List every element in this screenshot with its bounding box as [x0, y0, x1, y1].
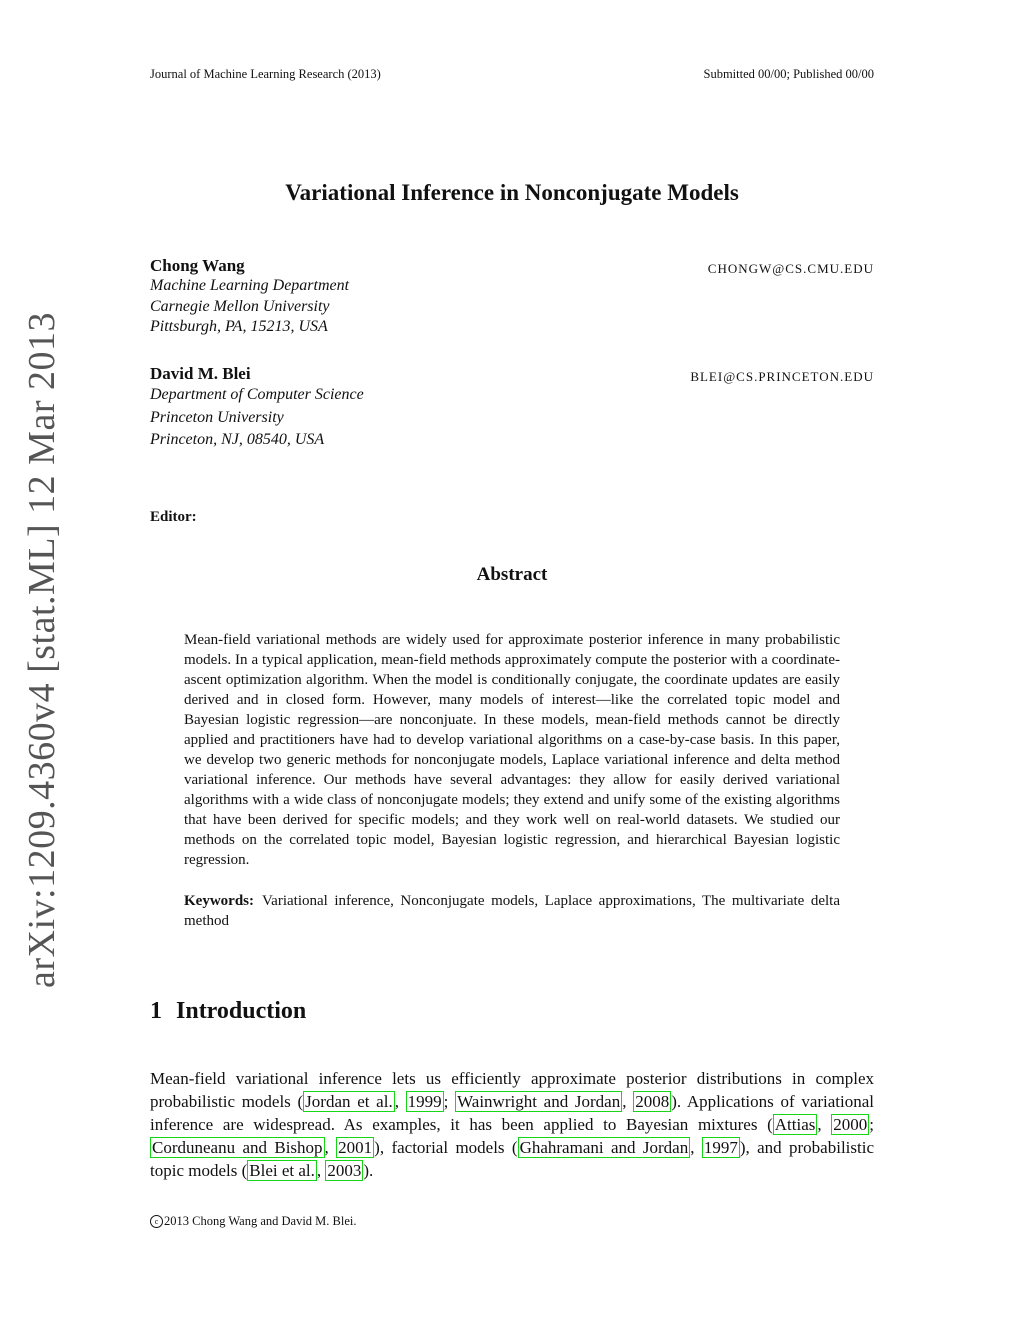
citation-year-link[interactable]: 2000: [833, 1115, 868, 1134]
author-affiliation-line: Pittsburgh, PA, 15213, USA: [150, 318, 328, 335]
abstract-text: Mean-field variational methods are widely used for approximate posterior inference in many probabilistic models. In a typical application, mean-field methods approximately compute the posterior with a coordinate-ascent optimization algorithm. When the model is conditionally conjugate, the coordinate updates are easily derived and in closed form. However, many models of interest—like the correlated topic model and Bayesian logistic regression—are nonconjuate. In these models, mean-field methods cannot be directly applied and practitioners have had to develop variational algorithms on a case-by-case basis. In this paper, we develop two generic methods for nonconjugate models, Laplace variational inference and delta method variational inference. Our methods have several advantages: they allow for easily derived variational algorithms with a wide class of nonconjugate models; they extend and unify some of the existing algorithms that have been derived for specific models; and they work well on real-world datasets. We studied our methods on the correlated topic model, Bayesian logistic regression, and hierarchical Bayesian logistic regression.: [184, 632, 840, 868]
text-run: ).: [363, 1161, 374, 1180]
text-run: ), factorial models (: [374, 1138, 518, 1157]
copyright-icon: c: [150, 1215, 163, 1228]
author-affiliation-line: Princeton, NJ, 08540, USA: [150, 431, 325, 448]
text-run: ). Applications of variational inference are widespread. As examples, it has been applied to Bayesian mixtures (: [150, 1092, 875, 1134]
section-heading: [150, 998, 306, 1025]
keywords-list: Variational inference, Nonconjugate models, Laplace approximations, The multivariate delta method: [184, 893, 840, 929]
citation-year-link[interactable]: 2008: [635, 1092, 670, 1111]
text-run: ), and probabilistic topic models (: [150, 1138, 874, 1180]
author-affiliation-line: Department of Computer Science: [150, 386, 364, 403]
citation-year-link[interactable]: 1999: [407, 1092, 442, 1111]
keywords-label: Keywords:: [184, 893, 254, 909]
submission-dates: Submitted 00/00; Published 00/00: [703, 67, 874, 81]
citation-year-link[interactable]: 1997: [703, 1138, 738, 1157]
introduction-paragraph: Mean-field variational inference lets us efficiently approximate posterior distributions in complex probabilistic models ( Jordan et al. , 1999 ; Wainwright and Jordan , 2008 ). Applications of variational inference are widespread. As examples, it has been applied to Bayesian mixtures ( Attias , 2000 ; Corduneanu and Bishop , 2001 ), factorial models ( Ghahramani and Jordan , 1997 ), and probabilistic topic models ( Blei et al. , 2003 ).: [150, 1069, 875, 1180]
citation-link[interactable]: Wainwright and Jordan: [457, 1092, 621, 1111]
author-affiliation-line: Carnegie Mellon University: [150, 297, 330, 315]
keywords: [184, 891, 840, 931]
citation-year-link[interactable]: 2003: [327, 1161, 362, 1180]
journal-name: Journal of Machine Learning Research (2013): [150, 67, 381, 81]
editor-label: Editor:: [150, 509, 197, 525]
author-name: David M. Blei: [150, 364, 251, 383]
author-email-2[interactable]: BLEI@CS.PRINCETON.EDU: [690, 369, 874, 384]
citation-link[interactable]: Attias: [774, 1115, 816, 1134]
author-affiliation-line: Machine Learning Department: [150, 277, 350, 294]
author-affiliation-line: Princeton University: [150, 408, 284, 426]
copyright-text: 2013 Chong Wang and David M. Blei.: [164, 1214, 357, 1228]
author-name: Chong Wang: [150, 256, 245, 275]
section-title: Introduction: [176, 998, 307, 1024]
arxiv-identifier[interactable]: arXiv:1209.4360v4 [stat.ML] 12 Mar 2013: [21, 312, 63, 988]
abstract-heading: Abstract: [476, 564, 548, 585]
running-head: [150, 67, 874, 82]
paper-title: Variational Inference in Nonconjugate Models: [285, 180, 739, 205]
citation-year-link[interactable]: 2001: [338, 1138, 373, 1157]
citation-link[interactable]: Jordan et al.: [305, 1092, 393, 1111]
author-email-1[interactable]: CHONGW@CS.CMU.EDU: [707, 261, 874, 276]
citation-link[interactable]: Ghahramani and Jordan: [519, 1138, 689, 1157]
section-number: 1: [150, 998, 162, 1024]
copyright-footer: [150, 1214, 357, 1229]
citation-link[interactable]: Corduneanu and Bishop: [152, 1138, 323, 1157]
text-run: Mean-field variational inference lets us efficiently approximate posterior distributions in complex probabilistic models (: [150, 1069, 874, 1111]
author-block-1: [150, 256, 349, 338]
author-block-2: [150, 364, 364, 452]
citation-link[interactable]: Blei et al.: [249, 1161, 315, 1180]
